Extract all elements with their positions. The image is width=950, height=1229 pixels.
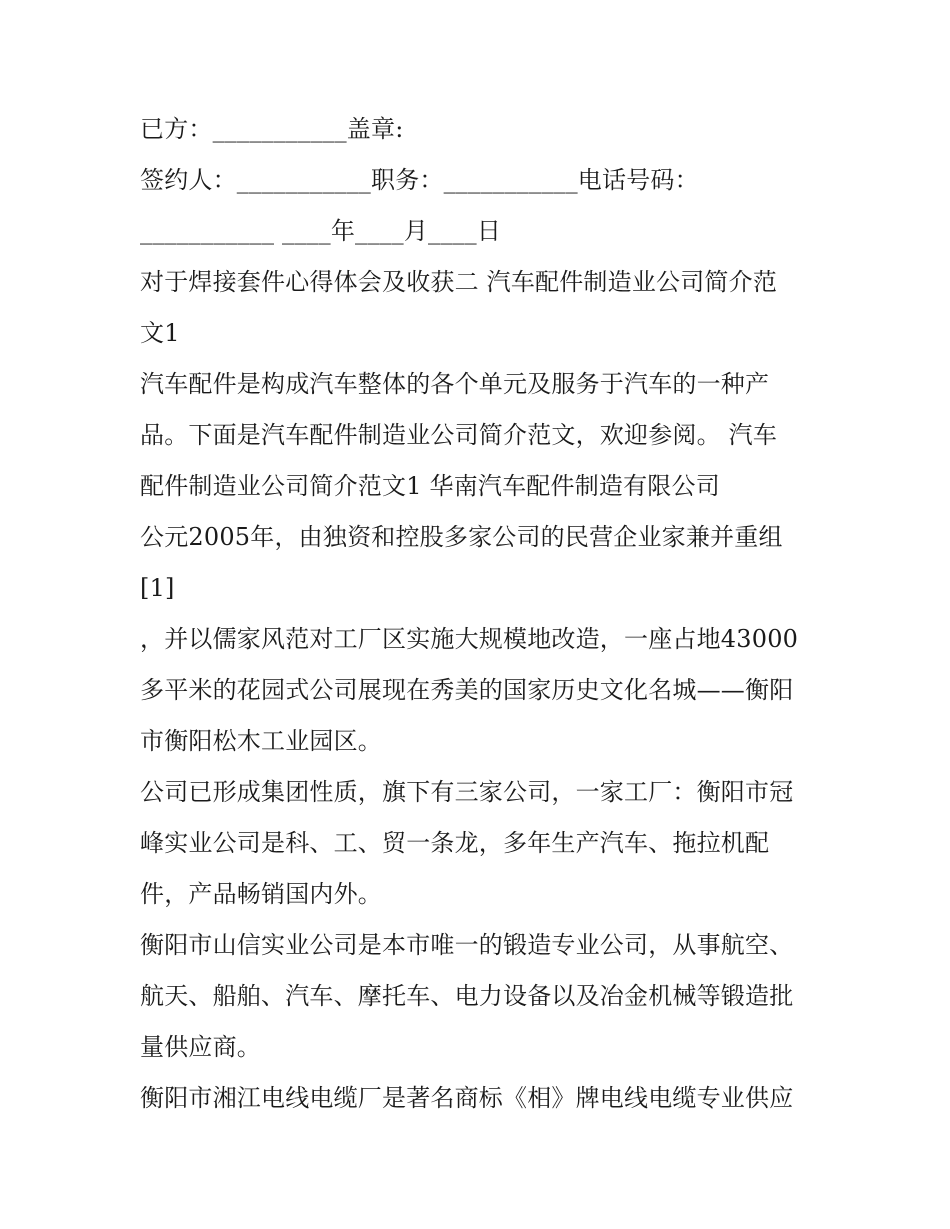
paragraph-line: 多平米的花园式公司展现在秀美的国家历史文化名城——衡阳 [140, 676, 794, 704]
paragraph-line: 品。下面是汽车配件制造业公司简介范文，欢迎参阅。 汽车 [140, 421, 778, 449]
paragraph-line: 峰实业公司是科、工、贸一条龙，多年生产汽车、拖拉机配 [140, 829, 770, 857]
section-title-line-1: 对于焊接套件心得体会及收获二 汽车配件制造业公司简介范 [140, 268, 778, 296]
paragraph-line: 公司已形成集团性质，旗下有三家公司，一家工厂：衡阳市冠 [140, 778, 794, 806]
paragraph-line: 汽车配件是构成汽车整体的各个单元及服务于汽车的一种产 [140, 370, 770, 398]
document-body [140, 104, 820, 1124]
paragraph-line: 衡阳市山信实业公司是本市唯一的锻造专业公司，从事航空、 [140, 931, 794, 959]
signature-line-party-b: 已方：___________盖章: [140, 115, 404, 143]
paragraph-line: ，并以儒家风范对工厂区实施大规模地改造，一座占地43000 [140, 625, 799, 653]
paragraph-line: 衡阳市湘江电线电缆厂是著名商标《相》牌电线电缆专业供应 [140, 1084, 794, 1112]
section-title-line-2: 文1 [140, 319, 180, 347]
paragraph-line: 量供应商。 [140, 1033, 261, 1061]
signature-line-signer: 签约人：___________职务：___________电话号码： [140, 166, 699, 194]
paragraph-line: 配件制造业公司简介范文1 华南汽车配件制造有限公司 [140, 472, 720, 500]
reference-marker: [1] [140, 574, 175, 602]
paragraph-line: 件，产品畅销国内外。 [140, 880, 382, 908]
date-line: ___________ ____年____月____日 [140, 217, 502, 245]
paragraph-line: 市衡阳松木工业园区。 [140, 727, 382, 755]
paragraph-line: 公元2005年，由独资和控股多家公司的民营企业家兼并重组 [140, 523, 783, 551]
paragraph-line: 航天、船舶、汽车、摩托车、电力设备以及冶金机械等锻造批 [140, 982, 794, 1010]
